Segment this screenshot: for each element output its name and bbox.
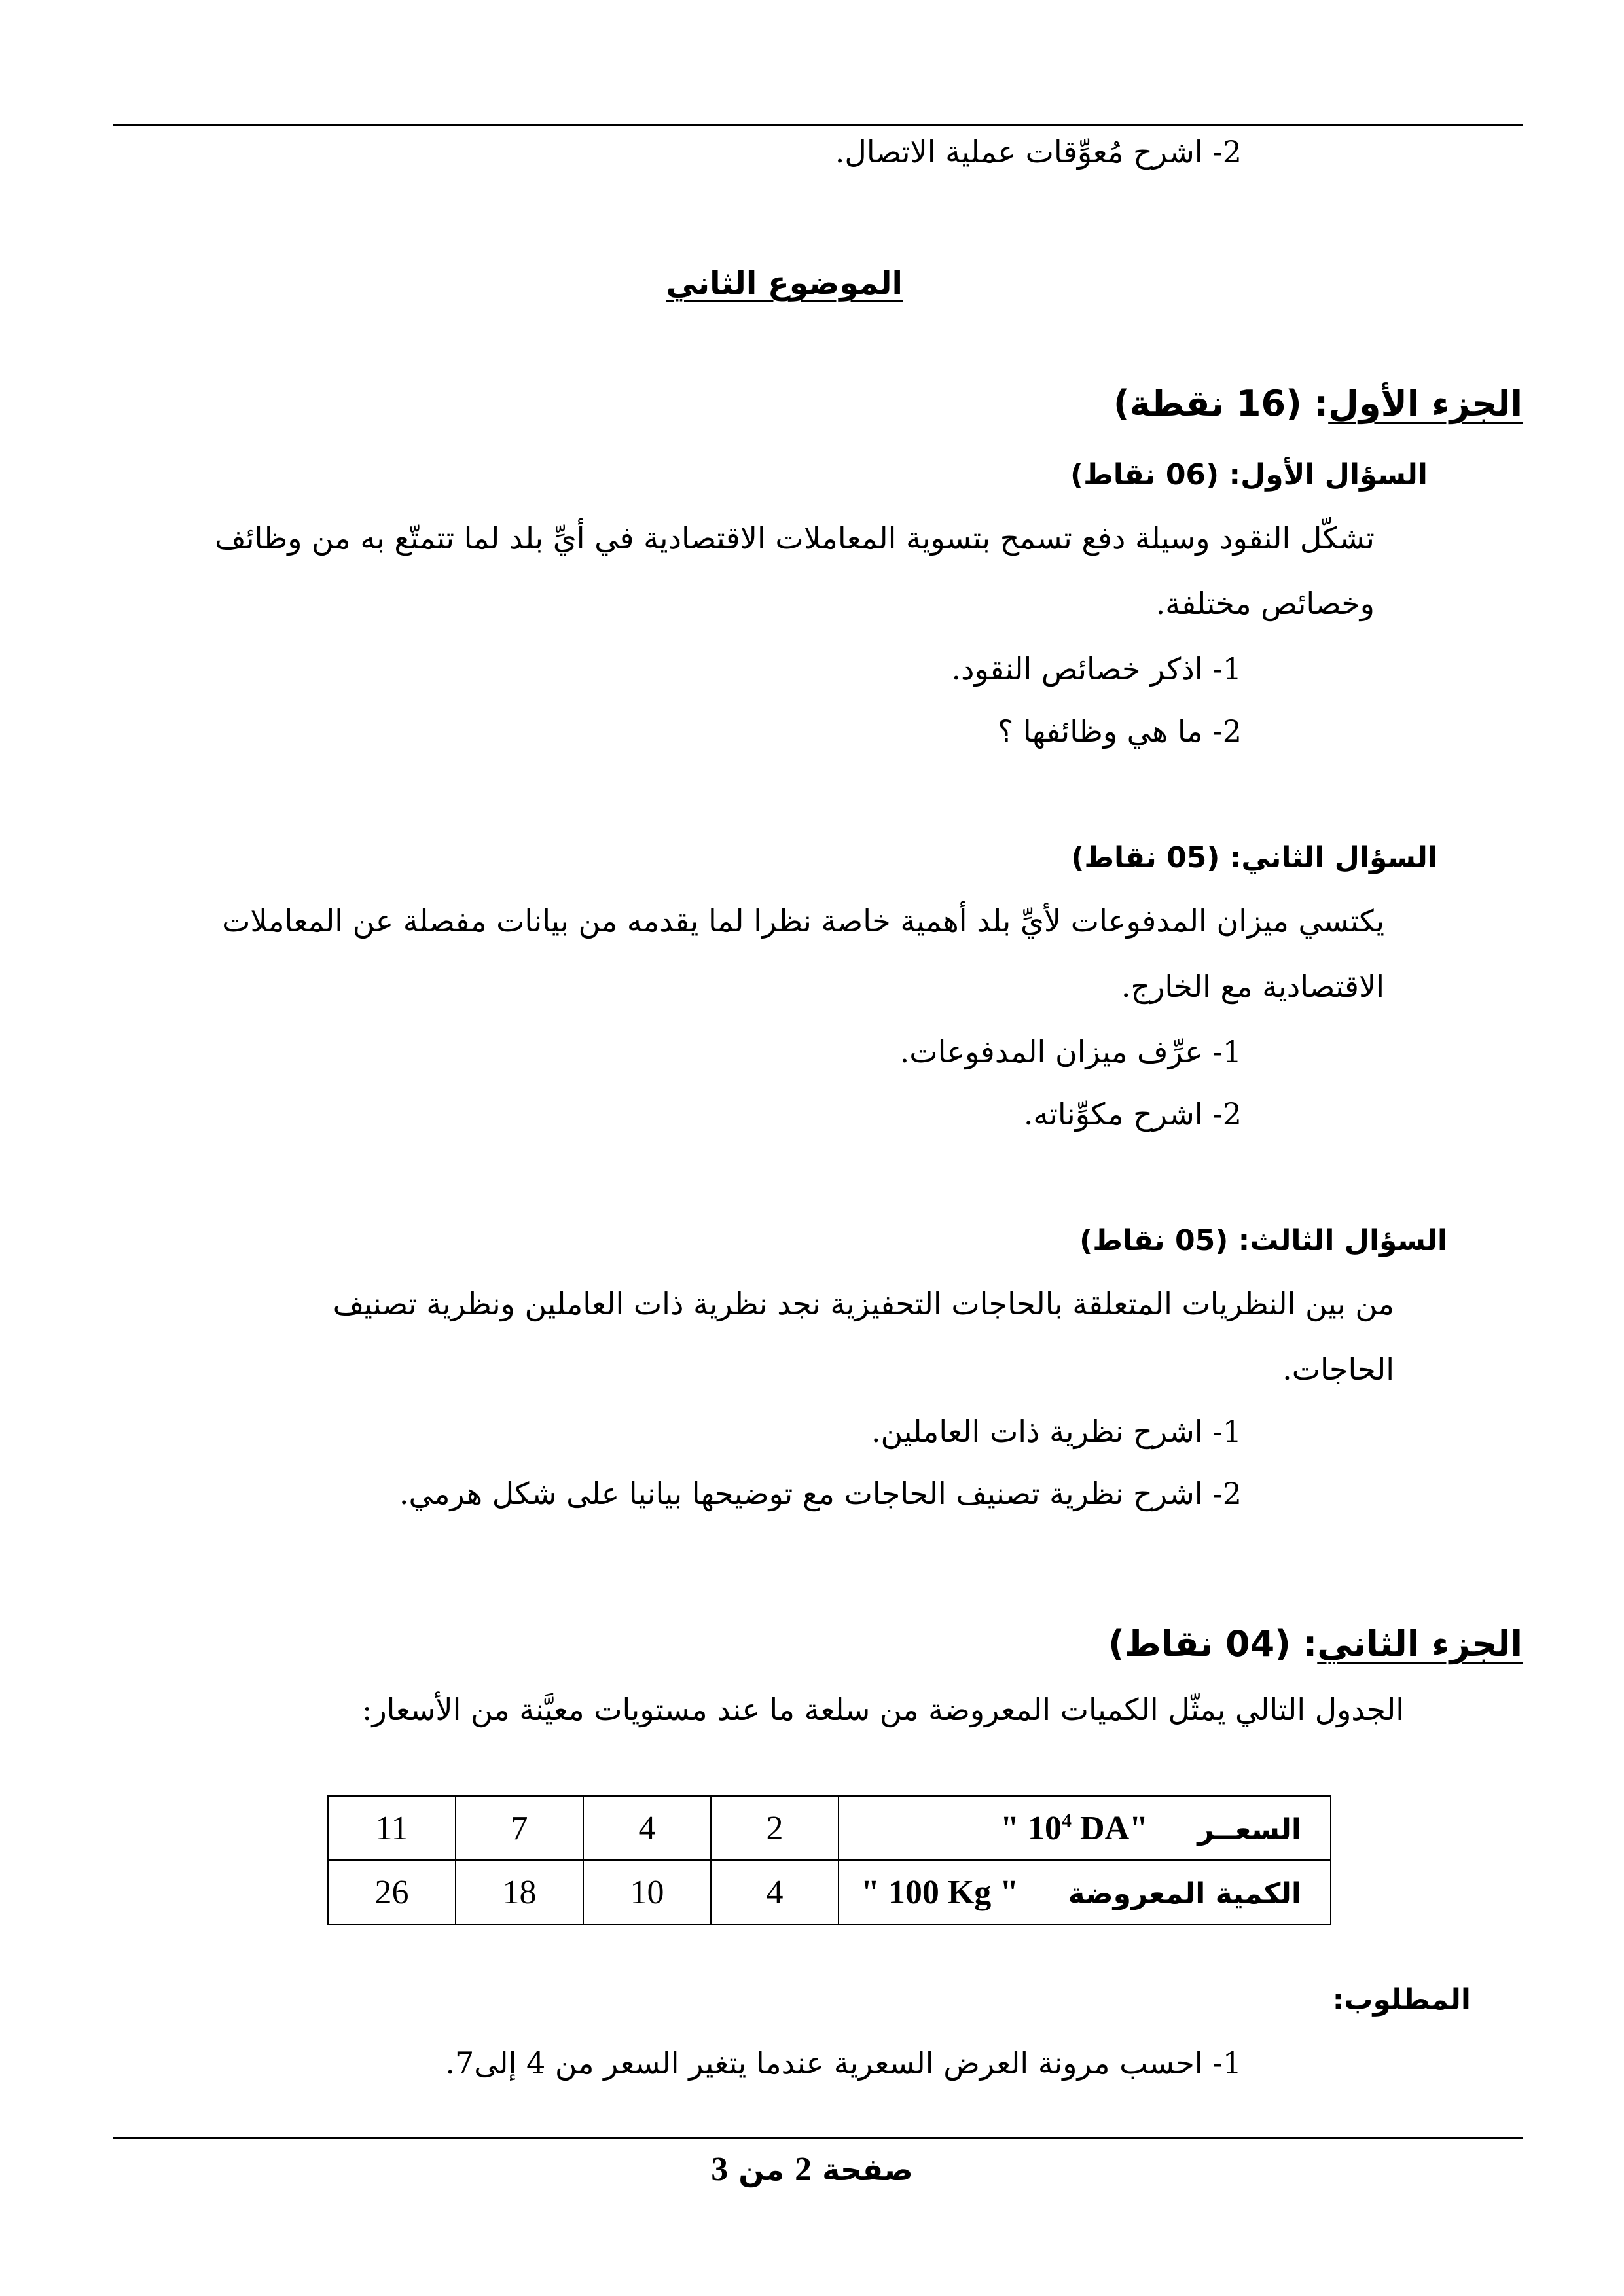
subject-title: الموضوع الثاني [666,265,903,302]
part1-label: الجزء الأول [1328,383,1523,424]
price-cell: 2 [711,1796,839,1860]
part2-intro: الجدول التالي يمثّل الكميات المعروضة من سلعة ما عند مستويات معيَّنة من الأسعار: [361,1692,1404,1727]
table-row-quantity [328,1860,1331,1924]
previous-question-item: 2- اشرح مُعوِّقات عملية الاتصال. [835,134,1242,170]
footer-page-word: صفحة [822,2152,913,2187]
required-label: المطلوب: [1332,1983,1471,2017]
quantity-cell: 26 [328,1860,456,1924]
q3-heading [1079,1224,1447,1257]
price-cell: 11 [328,1796,456,1860]
bottom-rule [113,2137,1523,2139]
q1-item1: 1- اذكر خصائص النقود. [951,651,1242,687]
quantity-unit: " 100 Kg " [860,1873,1019,1911]
footer-page-number: 2 [795,2151,812,2188]
part2-heading [1108,1623,1523,1664]
top-rule [113,124,1523,126]
q3-text-line2: الحاجات. [1282,1352,1394,1387]
q3-points: : (05 نقاط) [1079,1224,1250,1257]
page-footer [0,2150,1624,2189]
quantity-cell: 18 [456,1860,583,1924]
part2-label: الجزء الثاني [1317,1623,1523,1664]
q1-heading [1070,458,1428,492]
price-cell: 7 [456,1796,583,1860]
footer-total-pages: 3 [711,2151,729,2188]
quantity-label: الكمية المعروضة [1068,1876,1301,1910]
q2-label: السؤال الثاني [1241,841,1437,874]
q2-text-line1: يكتسي ميزان المدفوعات لأيِّ بلد أهمية خاصة نظرا لما يقدمه من بيانات مفصلة عن المعاملات [222,903,1384,939]
q3-text-line1: من بين النظريات المتعلقة بالحاجات التحفيزية نجد نظرية ذات العاملين ونظرية تصنيف [333,1286,1394,1321]
q2-points: : (05 نقاط) [1071,841,1242,874]
q1-points: : (06 نقاط) [1070,458,1241,492]
q3-item2: 2- اشرح نظرية تصنيف الحاجات مع توضيحها بيانيا على شكل هرمي. [399,1476,1242,1511]
price-unit: " $10^4$ DA" [1000,1809,1148,1847]
q3-label: السؤال الثالث [1250,1224,1447,1257]
part2-points: : (04 نقاط) [1108,1623,1318,1664]
required-item1: 1- احسب مرونة العرض السعرية عندما يتغير السعر من 4 إلى7. [445,2045,1242,2081]
q1-text-line1: تشكّل النقود وسيلة دفع تسمح بتسوية المعاملات الاقتصادية في أيِّ بلد لما تتمتّع به من وظائف [215,520,1375,556]
q2-item2: 2- اشرح مكوِّناته. [1023,1096,1242,1132]
q1-text-line2: وخصائص مختلفة. [1155,586,1375,621]
quantity-cell: 10 [583,1860,711,1924]
quantity-cell: 4 [711,1860,839,1924]
quantity-label-cell [839,1860,1331,1924]
q3-item1: 1- اشرح نظرية ذات العاملين. [871,1414,1242,1449]
q2-text-line2: الاقتصادية مع الخارج. [1121,969,1384,1004]
table-row-price [328,1796,1331,1860]
price-label: السعــر [1197,1812,1301,1846]
price-label-cell [839,1796,1331,1860]
part1-points: : (16 نقطة) [1113,383,1329,424]
q2-item1: 1- عرِّف ميزان المدفوعات. [899,1034,1242,1069]
footer-of-word: من [738,2152,785,2187]
supply-table [327,1795,1331,1925]
q2-heading [1071,841,1437,874]
part1-heading [1113,383,1523,424]
price-cell: 4 [583,1796,711,1860]
q1-label: السؤال الأول [1240,458,1428,492]
q1-item2: 2- ما هي وظائفها ؟ [997,713,1242,749]
